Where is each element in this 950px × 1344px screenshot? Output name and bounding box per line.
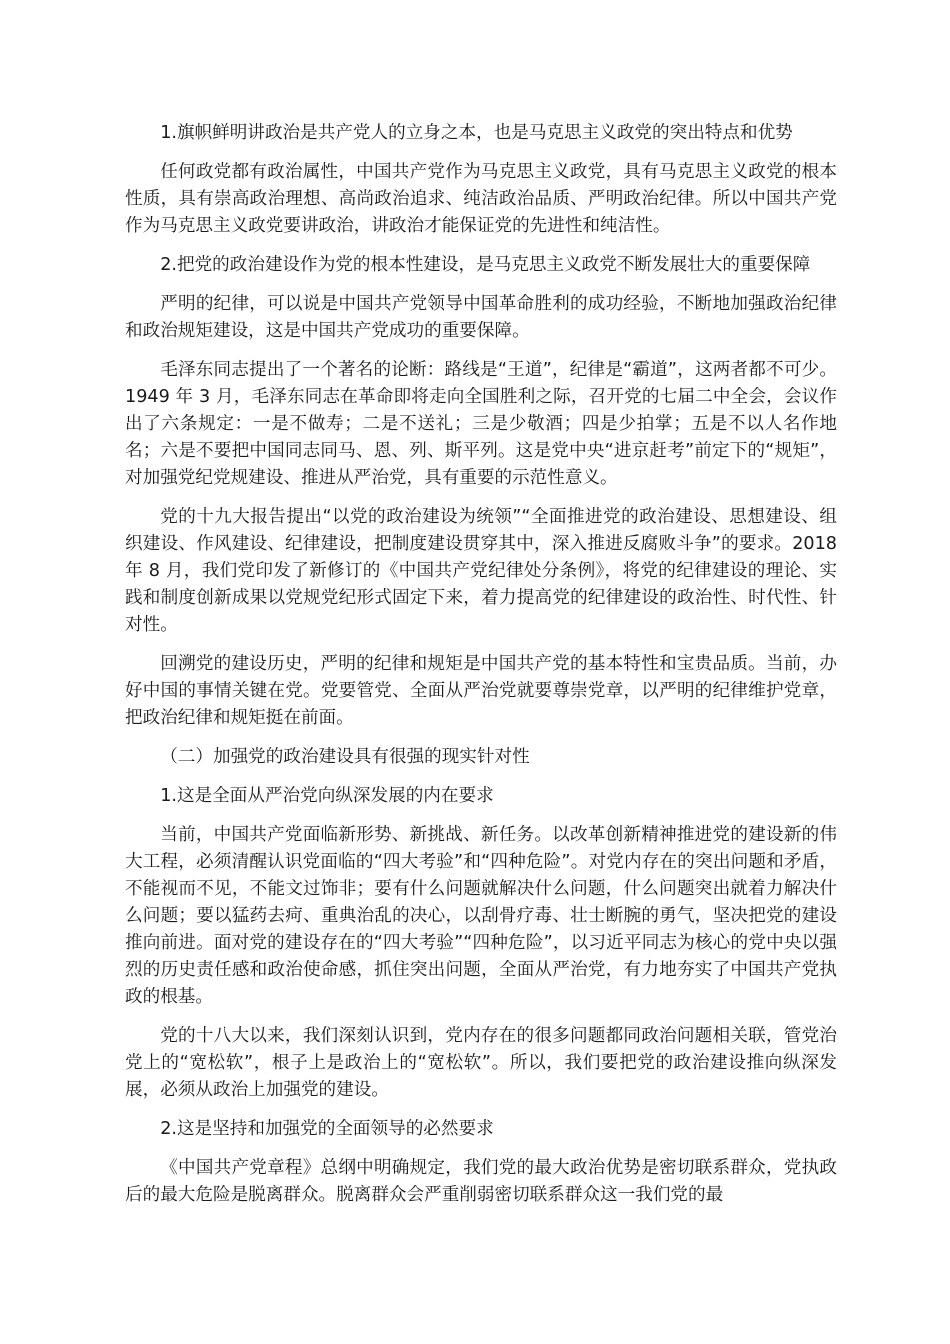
subsection-title: （二）加强党的政治建设具有很强的现实针对性 — [160, 747, 530, 767]
body-paragraph: 党的十九大报告提出“以党的政治建设为统领”“全面推进党的政治建设、思想建设、组织建设、作风建设、纪律建设，把制度建设贯穿其中，深入推进反腐败斗争”的要求。2018 年 8 月，我们党印发了新修订的《中国共产党纪律处分条例》，将党的纪律建设的理论、实践和制度创新成果以党规党纪形式固定下来，着力提高党的纪律建设的政治性、时代性、针对性。 — [125, 507, 837, 635]
section-heading-2: 2.把党的政治建设作为党的根本性建设，是马克思主义政党不断发展壮大的重要保障 — [160, 255, 811, 275]
body-paragraph: 《中国共产党章程》总纲中明确规定，我们党的最大政治优势是密切联系群众，党执政后的最大危险是脱离群众。脱离群众会严重削弱密切联系群众这一我们党的最 — [125, 1158, 837, 1205]
section-heading-3: 1.这是全面从严治党向纵深发展的内在要求 — [160, 786, 494, 806]
body-paragraph: 严明的纪律，可以说是中国共产党领导中国革命胜利的成功经验，不断地加强政治纪律和政治规矩建设，这是中国共产党成功的重要保障。 — [125, 294, 837, 341]
section-heading-4: 2.这是坚持和加强党的全面领导的必然要求 — [160, 1119, 494, 1139]
body-paragraph: 当前，中国共产党面临新形势、新挑战、新任务。以改革创新精神推进党的建设新的伟大工程，必须清醒认识党面临的“四大考验”和“四种危险”。对党内存在的突出问题和矛盾，不能视而不见，不能文过饰非；要有什么问题就解决什么问题，什么问题突出就着力解决什么问题；要以猛药去疴、重典治乱的决心，以刮骨疗毒、壮士断腕的勇气，坚决把党的建设推向前进。面对党的建设存在的“四大考验”“四种危险”，以习近平同志为核心的党中央以强烈的历史责任感和政治使命感，抓住突出问题，全面从严治党，有力地夯实了中国共产党执政的根基。 — [125, 825, 837, 1007]
document-body — [125, 120, 837, 1221]
body-paragraph: 回溯党的建设历史，严明的纪律和规矩是中国共产党的基本特性和宝贵品质。当前，办好中国的事情关键在党。党要管党、全面从严治党就要尊崇党章，以严明的纪律维护党章，把政治纪律和规矩挺在前面。 — [125, 654, 837, 728]
body-paragraph: 任何政党都有政治属性，中国共产党作为马克思主义政党，具有马克思主义政党的根本性质，具有崇高政治理想、高尚政治追求、纯洁政治品质、严明政治纪律。所以中国共产党作为马克思主义政党要讲政治，讲政治才能保证党的先进性和纯洁性。 — [125, 162, 837, 236]
body-paragraph: 党的十八大以来，我们深刻认识到，党内存在的很多问题都同政治问题相关联，管党治党上的“宽松软”，根子上是政治上的“宽松软”。所以，我们要把党的政治建设推向纵深发展，必须从政治上加强党的建设。 — [125, 1026, 837, 1100]
body-paragraph: 毛泽东同志提出了一个著名的论断：路线是“王道”，纪律是“霸道”，这两者都不可少。1949 年 3 月，毛泽东同志在革命即将走向全国胜利之际，召开党的七届二中全会，会议作出了六条规定：一是不做寿；二是不送礼；三是少敬酒；四是少拍掌；五是不以人名作地名；六是不要把中国同志同马、恩、列、斯平列。这是党中央“进京赶考”前定下的“规矩”，对加强党纪党规建设、推进从严治党，具有重要的示范性意义。 — [125, 360, 837, 488]
section-heading-1: 1.旗帜鲜明讲政治是共产党人的立身之本，也是马克思主义政党的突出特点和优势 — [160, 123, 793, 143]
